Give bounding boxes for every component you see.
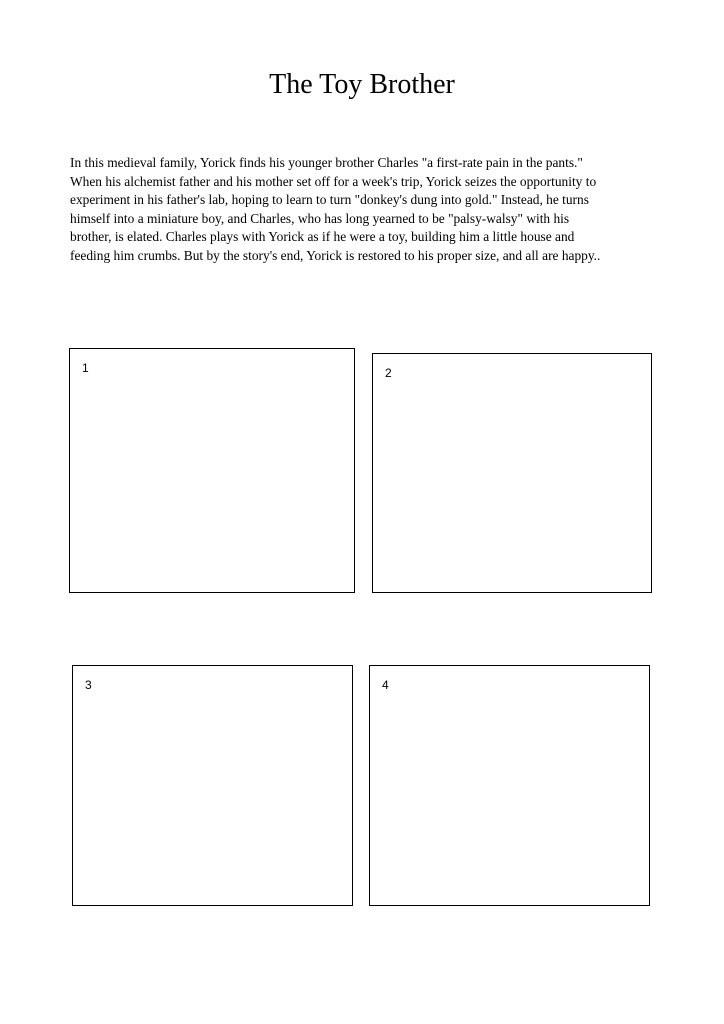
story-summary: In this medieval family, Yorick finds his younger brother Charles "a first-rate pain in the pants." When his alchemist father and his mother set off for a week's trip, Yorick seizes the opportunity to experiment in his father's lab, hoping to learn to turn "donkey's dung into gold." Instead, he turns himself into a miniature boy, and Charles, who has long yearned to be "palsy-walsy" with his brother, is elated. Charles plays with Yorick as if he were a toy, building him a little house and feeding him crumbs. But by the story's end, Yorick is restored to his proper size, and all are happy.. [70,155,601,263]
storyboard-panel-3 [72,665,353,906]
panel-number: 2 [385,366,392,380]
storyboard-panel-1 [69,348,355,593]
panel-number: 3 [85,678,92,692]
page-title: The Toy Brother [269,69,455,100]
storyboard-panel-2 [372,353,652,593]
panel-number: 1 [82,361,89,375]
storyboard-panel-4 [369,665,650,906]
panel-number: 4 [382,678,389,692]
